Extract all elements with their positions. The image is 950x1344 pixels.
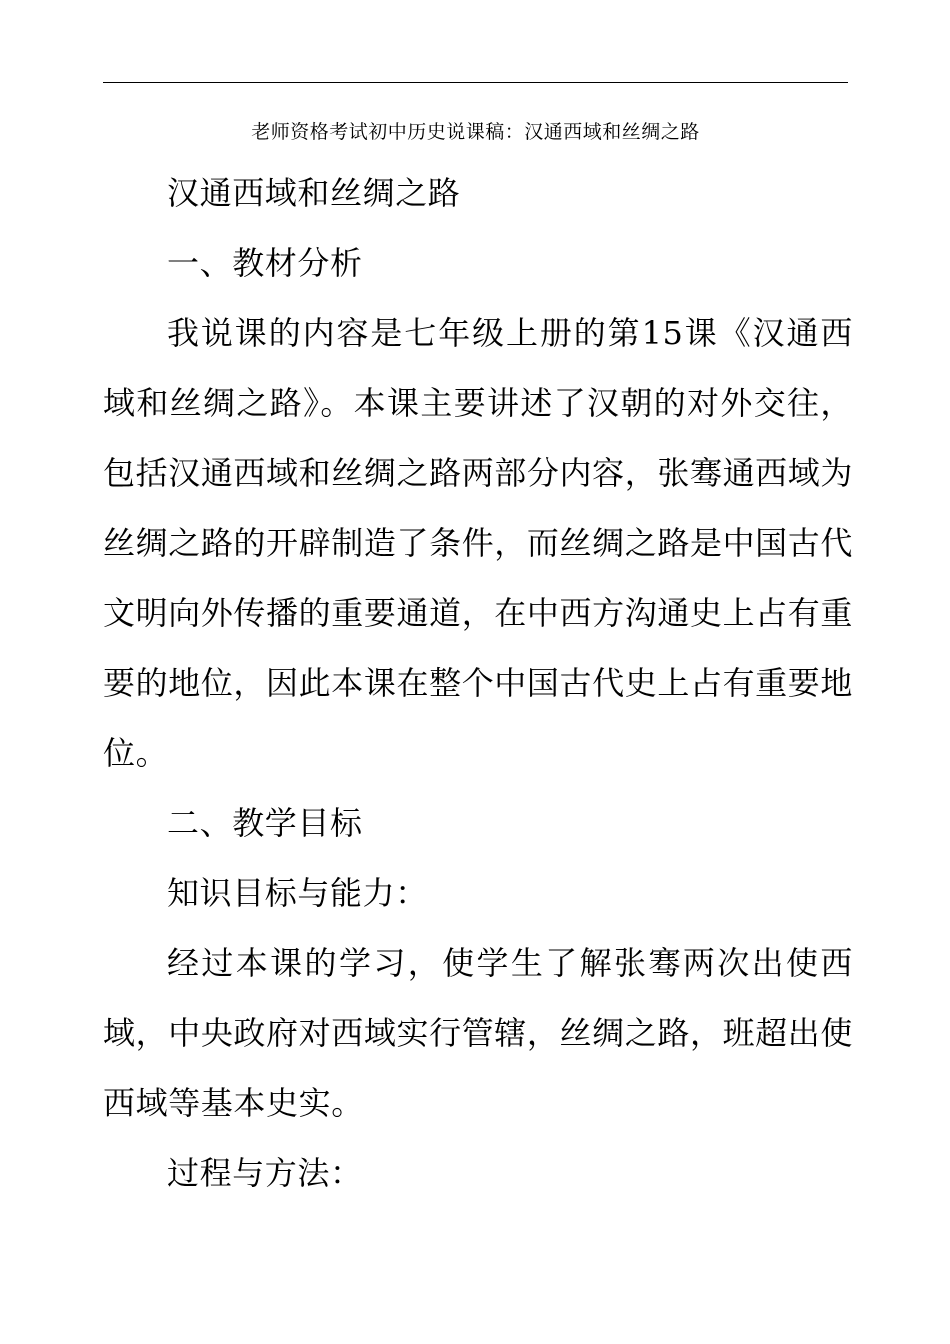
document-body <box>103 158 853 1208</box>
subheading-process-method: 过程与方法： <box>167 1154 363 1192</box>
section-heading-textbook-analysis: 一、教材分析 <box>167 244 363 282</box>
running-header: 老师资格考试初中历史说课稿：汉通西域和丝绸之路 <box>251 121 700 143</box>
paragraph-knowledge-ability: 经过本课的学习，使学生了解张骞两次出使西域，中央政府对西域实行管辖，丝绸之路，班超出使西域等基本史实。 <box>103 944 853 1122</box>
paragraph-textbook-analysis: 我说课的内容是七年级上册的第15课《汉通西域和丝绸之路》。本课主要讲述了汉朝的对外交往，包括汉通西域和丝绸之路两部分内容，张骞通西域为丝绸之路的开辟制造了条件，而丝绸之路是中国古代文明向外传播的重要通道，在中西方沟通史上占有重要的地位，因此本课在整个中国古代史上占有重要地位。 <box>103 314 853 772</box>
document-title: 汉通西域和丝绸之路 <box>167 174 461 212</box>
header-rule <box>103 82 848 83</box>
section-heading-teaching-objectives: 二、教学目标 <box>167 804 363 842</box>
subheading-knowledge-ability: 知识目标与能力： <box>167 874 428 912</box>
